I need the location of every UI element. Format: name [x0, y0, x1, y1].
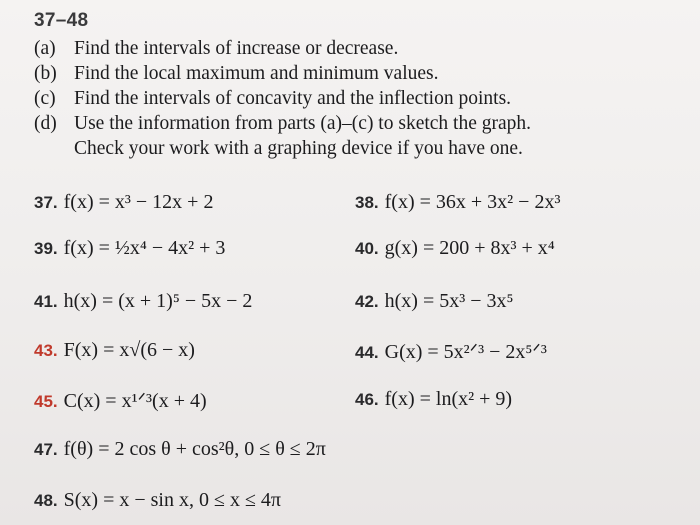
- problem-42: [355, 290, 514, 313]
- problem-44: [355, 339, 547, 364]
- problem-number: 37.: [34, 193, 58, 212]
- problem-expression: G(x) = 5x²ᐟ³ − 2x⁵ᐟ³: [384, 341, 547, 363]
- instructions-block: [34, 36, 654, 161]
- problem-number: 48.: [34, 491, 58, 510]
- instruction-label: (a): [34, 38, 56, 59]
- instruction-a: [34, 36, 654, 61]
- problem-expression: h(x) = (x + 1)⁵ − 5x − 2: [63, 290, 253, 312]
- problem-38: [355, 191, 560, 214]
- problem-number: 42.: [355, 292, 379, 311]
- problem-number: 47.: [34, 440, 58, 459]
- instruction-label: (b): [34, 63, 57, 84]
- instruction-label: (d): [34, 113, 57, 134]
- problem-expression: f(x) = x³ − 12x + 2: [63, 191, 214, 213]
- problem-expression: S(x) = x − sin x, 0 ≤ x ≤ 4π: [63, 489, 282, 511]
- problem-expression: f(x) = ½x⁴ − 4x² + 3: [63, 237, 226, 259]
- problem-expression: f(x) = 36x + 3x² − 2x³: [384, 191, 561, 213]
- problem-expression: f(θ) = 2 cos θ + cos²θ, 0 ≤ θ ≤ 2π: [63, 438, 326, 460]
- instruction-text: Find the intervals of concavity and the inflection points.: [74, 88, 512, 109]
- problem-37: [34, 191, 213, 214]
- problem-48: [34, 489, 281, 512]
- problem-46: [355, 388, 512, 411]
- problem-expression: C(x) = x¹ᐟ³(x + 4): [63, 390, 207, 412]
- instruction-c: [34, 86, 654, 111]
- instruction-text: Use the information from parts (a)–(c) to sketch the graph.: [74, 113, 532, 134]
- problem-47: [34, 438, 326, 461]
- instruction-b: [34, 61, 654, 86]
- problem-number: 43.: [34, 341, 58, 360]
- problem-expression: g(x) = 200 + 8x³ + x⁴: [384, 237, 555, 259]
- problem-45: [34, 388, 207, 413]
- problem-43: [34, 339, 195, 362]
- problem-41: [34, 290, 252, 313]
- problem-expression: h(x) = 5x³ − 3x⁵: [384, 290, 514, 312]
- problem-number: 39.: [34, 239, 58, 258]
- problem-number: 40.: [355, 239, 379, 258]
- problem-number: 44.: [355, 343, 379, 362]
- problem-39: [34, 237, 225, 260]
- instruction-label: (c): [34, 88, 56, 109]
- problem-range-heading: 37–48: [34, 10, 89, 31]
- problem-expression: F(x) = x√(6 − x): [63, 339, 195, 361]
- instruction-continuation: Check your work with a graphing device if you have one.: [74, 138, 523, 159]
- instruction-d: [34, 111, 654, 136]
- instruction-text: Find the intervals of increase or decrease.: [74, 38, 399, 59]
- problem-expression: f(x) = ln(x² + 9): [384, 388, 513, 410]
- problem-40: [355, 237, 555, 260]
- problem-number: 45.: [34, 392, 58, 411]
- problem-number: 46.: [355, 390, 379, 409]
- problem-number: 38.: [355, 193, 379, 212]
- problem-number: 41.: [34, 292, 58, 311]
- instruction-text: Find the local maximum and minimum values.: [74, 63, 439, 84]
